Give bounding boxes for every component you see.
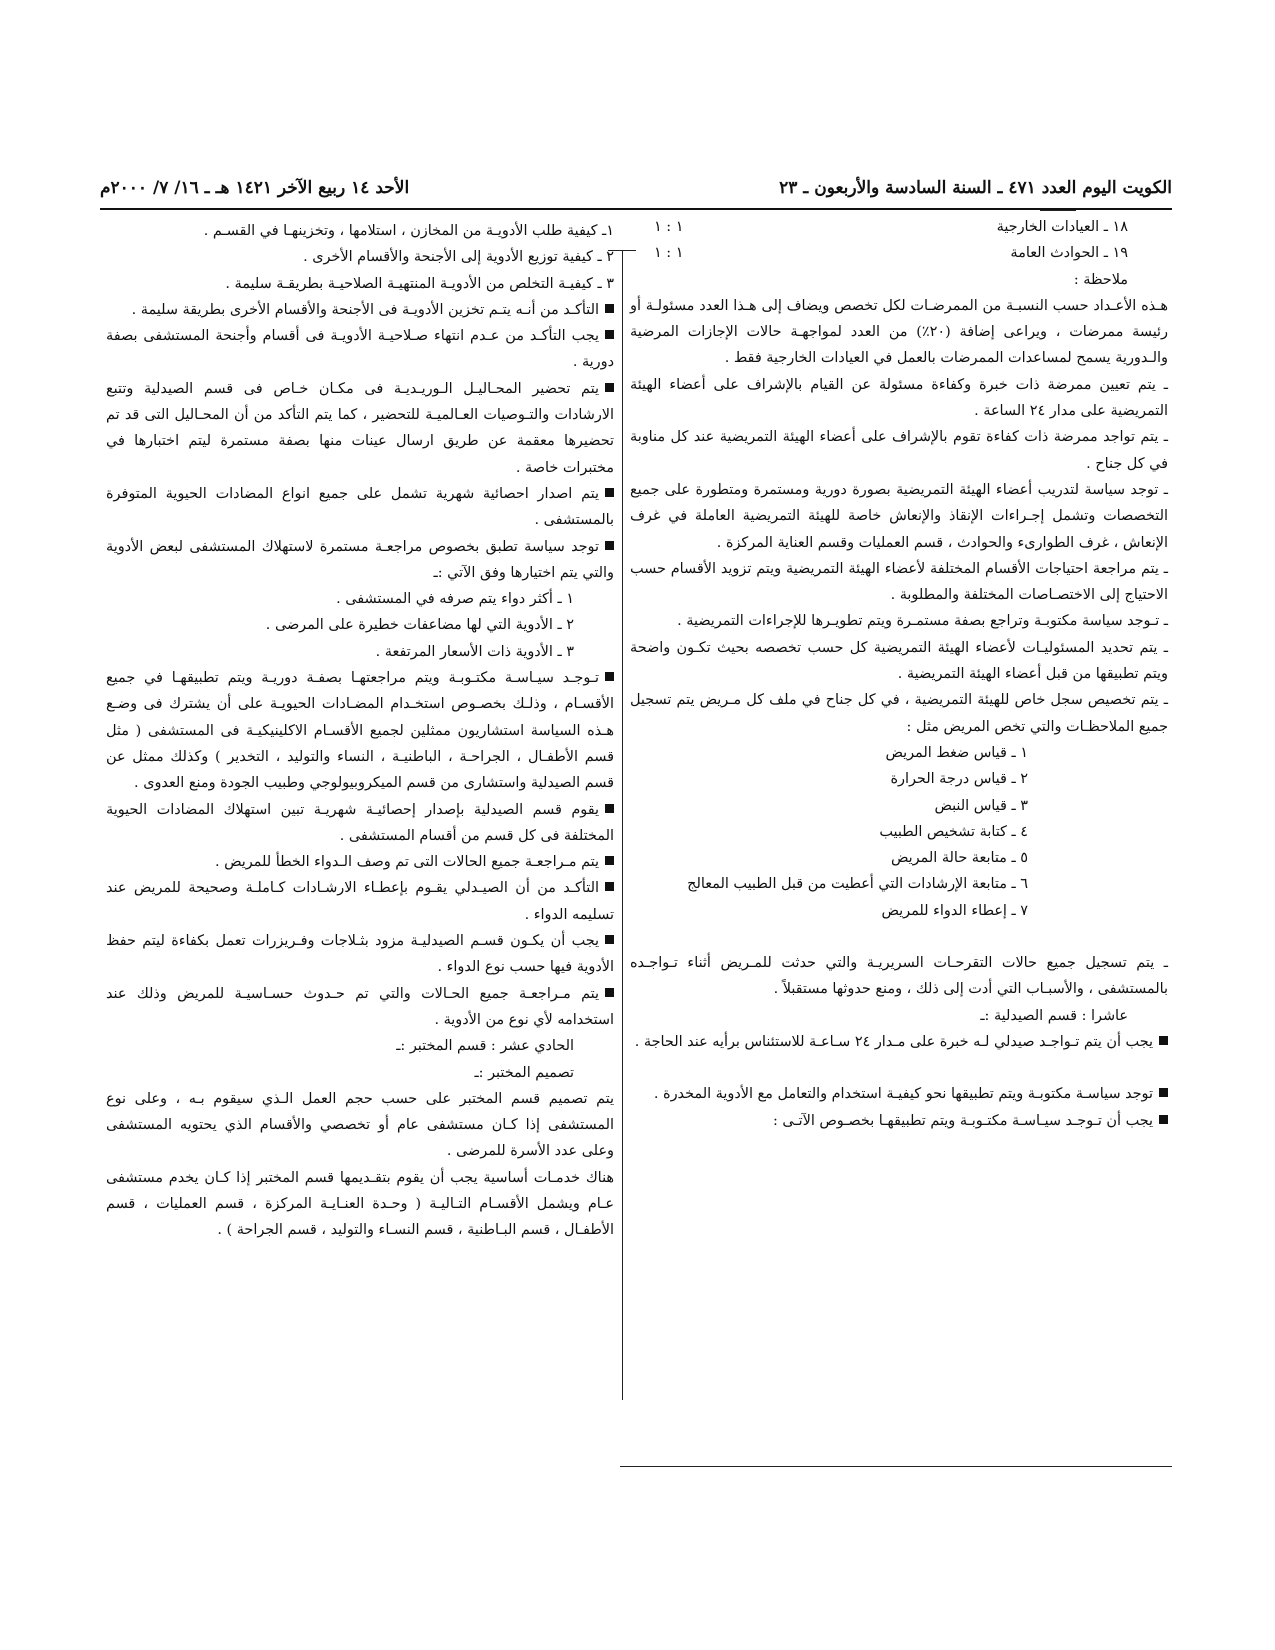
list-item: ٢ ـ قياس درجة الحرارة	[890, 771, 1028, 788]
bullet-square-icon	[605, 383, 614, 392]
bullet-paragraph: توجد سياسـة مكتوبـة ويتم تطبيقها نحو كيفيـة استخدام والتعامل مع الأدوية المخدرة .	[630, 1081, 1168, 1107]
left-column	[106, 218, 614, 1244]
bullet-square-icon	[605, 330, 614, 339]
bullet-paragraph: يقوم قسم الصيدلية بإصدار إحصائيـة شهريـة تبين استهلاك المضادات الحيوية المختلفة فى كل قسم من أقسام المستشفى .	[106, 801, 614, 844]
bullet-paragraph: التأكـد من أن الصيـدلي يقـوم بإعطـاء الارشـادات كـاملـة وصحيحة للمريض عند تسليمه الدواء .	[106, 880, 614, 923]
list-item: ٢ ـ كيفية توزيع الأدوية إلى الأجنحة والأقسام الأخرى .	[303, 249, 614, 266]
bullet-paragraph: يتم مـراجعـة جميع الحـالات والتي تم حـدوث حسـاسيـة للمريض وذلك عند استخدامه لأي نوع من الأدوية .	[106, 985, 614, 1028]
paragraph: ـ يتم تخصيص سجل خاص للهيئة التمريضية ، في كل جناح في ملف كل مـريض يتم تسجيل جميع الملاحظـات والتي تخص المريض مثل :	[630, 692, 1168, 735]
list-item: ٤ ـ كتابة تشخيص الطبيب	[879, 823, 1028, 840]
ratio-row	[630, 214, 1168, 240]
bullet-square-icon	[1159, 1088, 1168, 1097]
ratio-label: ١٨ ـ العيادات الخارجية	[996, 219, 1128, 235]
paragraph: هناك خدمـات أساسية يجب أن يقوم بتقـديمها قسم المختبر إذا كـان يخدم مستشفى عـام ويشمل الأقسـام التـاليـة ( وحـدة العنـايـة المركزة ، قسم العمليات ، قسم الأطفـال ، قسم البـاطنية ، قسم النسـاء والتوليد ، قسم الجراحة ) .	[106, 1169, 614, 1239]
bullet-square-icon	[1159, 1115, 1168, 1124]
section-heading: الحادي عشر : قسم المختبر :ـ	[396, 1038, 574, 1055]
bullet-paragraph: يجب أن يتم تـواجـد صيدلي لـه خبرة على مـدار ٢٤ سـاعـة للاستئناس برأيه عند الحاجة .	[630, 1029, 1168, 1055]
note-label: ملاحظة :	[1073, 271, 1128, 288]
paragraph: يتم تصميم قسم المختبر على حسب حجم العمل الـذي سيقوم بـه ، وعلى نوع المستشفى إذا كـان مستشفى عام أو تخصصي والأقسام الذي يحتويه المستشفى وعلى عدد الأسرة للمرضى .	[106, 1090, 614, 1160]
list-item: ١ ـ أكثر دواء يتم صرفه في المستشفى .	[336, 591, 574, 608]
list-item: ٣ ـ كيفيـة التخلص من الأدويـة المنتهيـة الصلاحيـة بطريقـة سليمة .	[225, 275, 614, 292]
bullet-paragraph: يجب التأكـد من عـدم انتهاء صـلاحيـة الأدويـة فى أقسام وأجنحة المستشفى بصفة دورية .	[106, 328, 614, 371]
paragraph: ـ يتم تعيين ممرضة ذات خبرة وكفاءة مسئولة عن القيام بالإشراف على أعضاء الهيئة التمريضية على مدار ٢٤ الساعة .	[630, 376, 1168, 420]
paragraph: ـ توجد سياسة لتدريب أعضاء الهيئة التمريضية بصورة دورية ومستمرة ومتطورة على جميع التخصصات وتشمل إجـراءات الإنقاذ والإنعاش خاصة للهيئة التمريضية العاملة في غرف الإنعاش ، غرف الطوارىء والحوادث ، قسم العمليات وقسم العناية المركزة .	[630, 481, 1168, 551]
list-item: ٧ ـ إعطاء الدواء للمريض	[881, 902, 1028, 919]
bullet-paragraph: يتم مـراجعـة جميع الحالات التى تم وصف الـدواء الخطأ للمريض .	[106, 849, 614, 875]
right-column	[630, 214, 1168, 1134]
paragraph: ـ يتم مراجعة احتياجات الأقسام المختلفة لأعضاء الهيئة التمريضية ويتم تزويد الأقسام حسب الاحتياج إلى الاختصـاصات المختلفة والمطلوبة .	[630, 560, 1168, 604]
bullet-paragraph: التأكـد من أنـه يتـم تخزين الأدويـة فى الأجنحة والأقسام الأخرى بطريقة سليمة .	[106, 297, 614, 323]
list-item: ٥ ـ متابعة حالة المريض	[890, 850, 1028, 867]
bullet-paragraph: يجب أن تـوجـد سيـاسـة مكتـوبـة ويتم تطبيقهـا بخصـوص الآتـى :	[630, 1108, 1168, 1134]
header-right: الكويت اليوم العدد ٤٧١ ـ السنة السادسة والأربعون ـ ٢٣	[779, 178, 1172, 198]
page-header	[100, 178, 1172, 204]
paragraph: هـذه الأعـداد حسب النسبـة من الممرضـات لكل تخصص ويضاف إلى هـذا العدد مسئولـة أو رئيسة ممرضات ، ويراعى إضافة (٢٠٪) من العدد لمواجهـة حالات الإجازات المرضية والـدورية يسمح لمساعدات الممرضات بالعمل في العيادات الخارجية فقط .	[630, 297, 1168, 367]
list-item: ١ ـ قياس ضغط المريض	[885, 744, 1028, 761]
bullet-square-icon	[605, 804, 614, 813]
header-rule	[100, 208, 1172, 210]
list-item: ٣ ـ قياس النبض	[934, 797, 1028, 814]
bullet-paragraph: يتم اصدار احصائية شهرية تشمل على جميع انواع المضادات الحيوية المتوفرة بالمستشفى .	[106, 485, 614, 529]
header-left: الأحد ١٤ ربيع الآخر ١٤٢١ هـ ـ ١٦/ ٧/ ٢٠٠٠م	[100, 178, 410, 198]
subheading: تصميم المختبر :ـ	[474, 1064, 574, 1081]
paragraph: ـ يتم تحديد المسئوليـات لأعضاء الهيئة التمريضية كل حسب تخصصه بحيث تكـون واضحة ويتم تطبيقها من قبل أعضاء الهيئة التمريضية .	[630, 639, 1168, 683]
ratio-value: ١ : ١	[654, 219, 684, 235]
bullet-paragraph: تـوجـد سيـاسـة مكتـوبـة ويتم مراجعتهـا بصفـة دوريـة ويتم تطبيقهـا في جميع الأقسـام ، وذلـك بخصـوص استخـدام المضـادات الحيويـة على أن يشترك فى وضـع هـذه السياسة استشاريون ممثلين لجميع الأقسـام الاكلينيكيـة فى المستشفى ( مثل قسم الأطفـال ، الجراحـة ، الباطنيـة ، النساء والتوليد ، التخدير ) وكذلك ممثل عن قسم الصيدلية واستشارى من قسم الميكروبيولوجي وطبيب الجودة ومنع العدوى .	[106, 670, 614, 792]
bullet-paragraph: يجب أن يكـون قسـم الصيدليـة مزود بثـلاجات وفـريزرات تعمل بكفاءة ليتم حفظ الأدوية فيها حسب نوع الدواء .	[106, 933, 614, 976]
bullet-square-icon	[605, 935, 614, 944]
ratio-label: ١٩ ـ الحوادث العامة	[1010, 245, 1128, 262]
bullet-square-icon	[605, 304, 614, 313]
list-item: ١ـ كيفية طلب الأدويـة من المخازن ، استلامها ، وتخزينهـا في القسـم .	[203, 223, 614, 239]
column-divider	[622, 250, 623, 1400]
bottom-rule	[620, 1466, 1172, 1467]
paragraph: ـ يتم تسجيل جميع حالات التقرحـات السريريـة والتي حدثت للمـريض أثناء تـواجـده بالمستشفى ، والأسبـاب التي أدت إلى ذلك ، ومنع حدوثها مستقبلاً .	[630, 955, 1168, 998]
list-item: ٣ ـ الأدوية ذات الأسعار المرتفعة .	[375, 643, 574, 660]
section-heading: عاشرا : قسم الصيدلية :ـ	[980, 1007, 1128, 1024]
bullet-square-icon	[605, 988, 614, 997]
bullet-square-icon	[605, 672, 614, 681]
bullet-paragraph: توجد سياسة تطبق بخصوص مراجعـة مستمرة لاستهلاك المستشفى لبعض الأدوية والتي يتم اختيارها وفق الآتي :ـ	[106, 538, 614, 581]
bullet-square-icon	[605, 541, 614, 550]
bullet-square-icon	[605, 488, 614, 497]
bullet-paragraph: يتم تحضير المحـاليـل الـوريـديـة فى مكـان خـاص فى قسم الصيدلية وتتبع الارشادات والتـوصيات العـالميـة للتحضير ، كما يتم التأكد من أن المحـاليل التى قد تم تحضيرها معقمة عن طريق ارسال عينات منها بصفة مستمرة ليتم اختبارها في مختبرات خاصة .	[106, 380, 614, 476]
divider	[1040, 210, 1076, 211]
ratio-row	[630, 240, 1168, 266]
ratio-value: ١ : ١	[654, 245, 684, 262]
bullet-square-icon	[605, 882, 614, 891]
paragraph: ـ يتم تواجد ممرضة ذات كفاءة تقوم بالإشراف على أعضاء الهيئة التمريضية عند كل مناوبة في كل جناح .	[630, 429, 1168, 472]
paragraph: ـ تـوجد سياسة مكتوبـة وتراجع بصفة مستمـرة ويتم تطويـرها للإجراءات التمريضية .	[677, 613, 1168, 630]
list-item: ٦ ـ متابعة الإرشادات التي أعطيت من قبل الطبيب المعالج	[687, 876, 1028, 893]
bullet-square-icon	[605, 856, 614, 865]
bullet-square-icon	[1159, 1036, 1168, 1045]
list-item: ٢ ـ الأدوية التي لها مضاعفات خطيرة على المرضى .	[265, 617, 574, 634]
